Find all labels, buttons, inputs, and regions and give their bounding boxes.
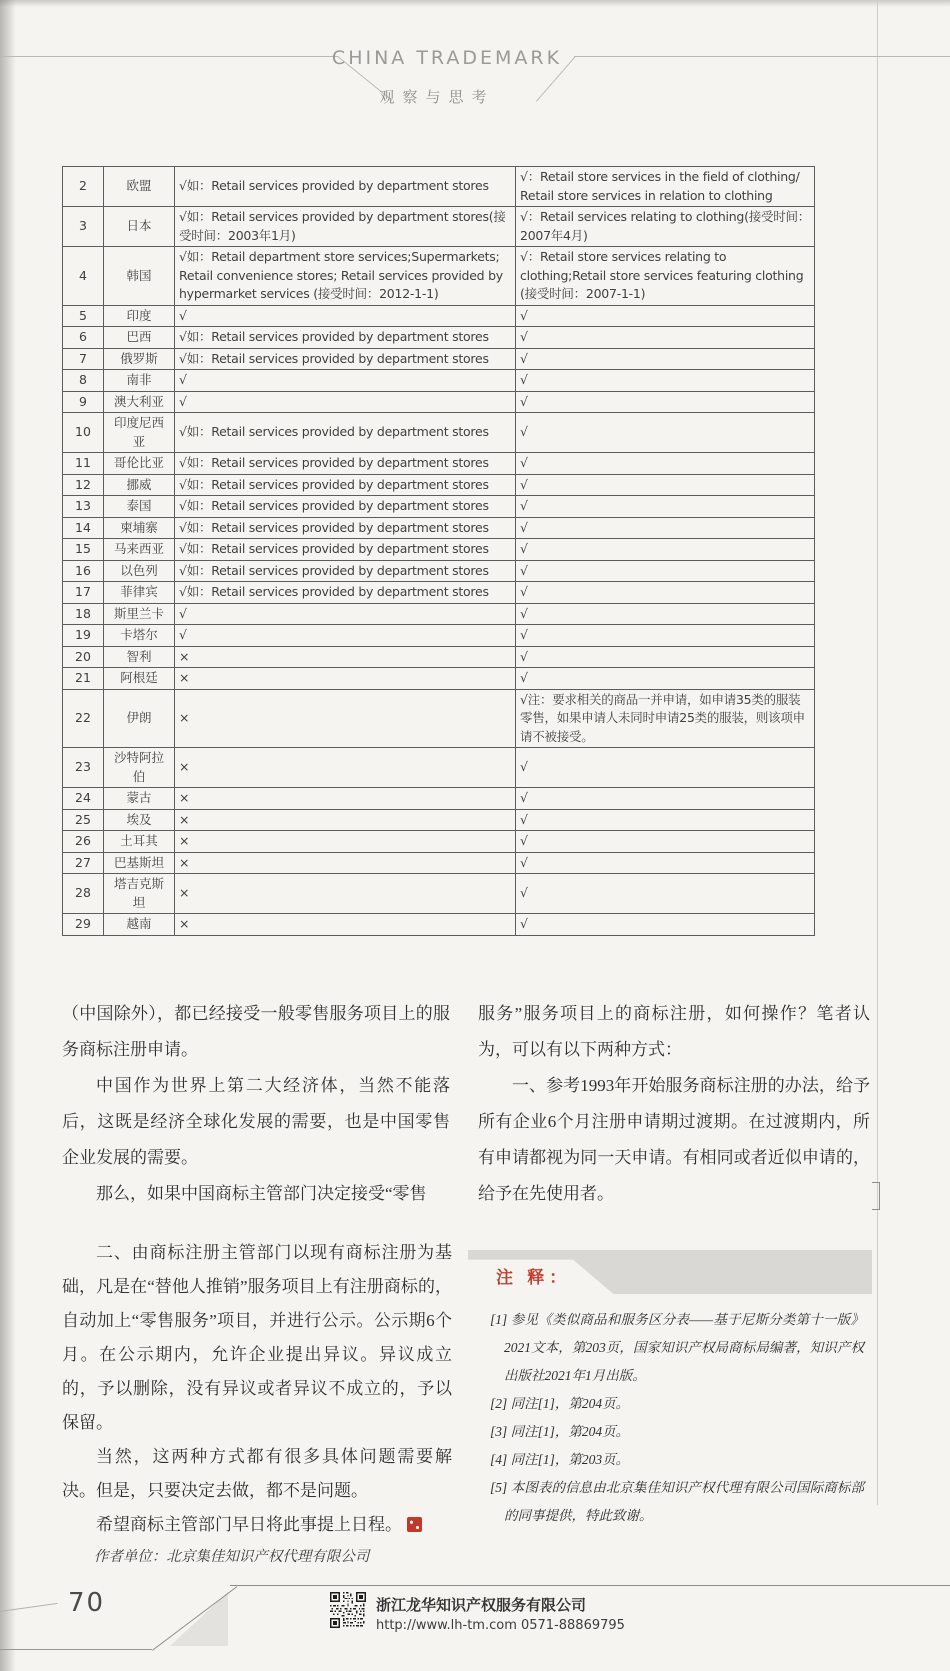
general-retail-policy: √如：Retail services provided by department stores — [175, 167, 516, 207]
article-column-right-top — [478, 996, 870, 1212]
country-name: 土耳其 — [104, 831, 175, 853]
clothing-retail-policy: √ — [516, 914, 815, 936]
country-name: 斯里兰卡 — [104, 603, 175, 625]
country-name: 伊朗 — [104, 689, 175, 748]
country-name: 韩国 — [104, 247, 175, 306]
article-column-left-bottom — [62, 1236, 452, 1572]
article-end-seal-icon — [407, 1517, 422, 1532]
clothing-retail-policy: √ — [516, 391, 815, 413]
row-number: 4 — [63, 247, 104, 306]
publisher-company: 浙江龙华知识产权服务有限公司 — [376, 1596, 587, 1614]
clothing-retail-policy: √ — [516, 646, 815, 668]
country-name: 挪威 — [104, 474, 175, 496]
clothing-retail-policy: √ — [516, 874, 815, 914]
country-name: 哥伦比亚 — [104, 453, 175, 475]
row-number: 12 — [63, 474, 104, 496]
clothing-retail-policy: √：Retail store services relating to clothing;Retail store services featuring clothing (接受时间：2007-1-1) — [516, 247, 815, 306]
general-retail-policy: × — [175, 809, 516, 831]
footnotes-list — [468, 1294, 872, 1530]
clothing-retail-policy: √ — [516, 668, 815, 690]
country-name: 以色列 — [104, 560, 175, 582]
table-row — [63, 582, 815, 604]
footnote: [2] 同注[1]，第204页。 — [490, 1396, 630, 1411]
row-number: 18 — [63, 603, 104, 625]
article-paragraph: 那么，如果中国商标主管部门决定接受“零售 — [96, 1184, 427, 1203]
article-paragraph: 服务”服务项目上的商标注册，如何操作？笔者认为，可以有以下两种方式： — [478, 1004, 870, 1059]
article-paragraph: （中国除外），都已经接受一般零售服务项目上的服务商标注册申请。 — [62, 1004, 450, 1059]
row-number: 29 — [63, 914, 104, 936]
footnotes-box — [468, 1250, 872, 1530]
table-row — [63, 167, 815, 207]
row-number: 26 — [63, 831, 104, 853]
general-retail-policy: × — [175, 852, 516, 874]
clothing-retail-policy: √ — [516, 539, 815, 561]
table-row — [63, 748, 815, 788]
clothing-retail-policy: √：Retail store services in the field of clothing/ Retail store services in relation to clothing — [516, 167, 815, 207]
clothing-retail-policy: √ — [516, 748, 815, 788]
row-number: 10 — [63, 413, 104, 453]
table-row — [63, 517, 815, 539]
row-number: 17 — [63, 582, 104, 604]
country-name: 巴西 — [104, 327, 175, 349]
publisher-contact: http://www.lh-tm.com 0571-88869795 — [376, 1618, 625, 1633]
table-row — [63, 496, 815, 518]
country-name: 蒙古 — [104, 788, 175, 810]
footnotes-title: 注 释： — [496, 1268, 572, 1287]
row-number: 8 — [63, 370, 104, 392]
table-row — [63, 560, 815, 582]
scan-artifact — [872, 1182, 880, 1210]
clothing-retail-policy: √ — [516, 474, 815, 496]
general-retail-policy: √如：Retail services provided by department stores — [175, 582, 516, 604]
clothing-retail-policy: √ — [516, 370, 815, 392]
general-retail-policy: × — [175, 831, 516, 853]
general-retail-policy: √如：Retail services provided by department stores — [175, 474, 516, 496]
country-name: 日本 — [104, 207, 175, 247]
country-name: 巴基斯坦 — [104, 852, 175, 874]
country-name: 南非 — [104, 370, 175, 392]
clothing-retail-policy: √ — [516, 809, 815, 831]
general-retail-policy: √如：Retail services provided by department stores — [175, 453, 516, 475]
country-name: 马来西亚 — [104, 539, 175, 561]
row-number: 20 — [63, 646, 104, 668]
article-paragraph: 中国作为世界上第二大经济体，当然不能落后，这既是经济全球化发展的需要，也是中国零售企业发展的需要。 — [62, 1076, 450, 1167]
general-retail-policy: × — [175, 914, 516, 936]
country-name: 智利 — [104, 646, 175, 668]
general-retail-policy: √如：Retail services provided by department stores — [175, 327, 516, 349]
author-affiliation: 作者单位：北京集佳知识产权代理有限公司 — [93, 1549, 370, 1565]
country-name: 塔吉克斯坦 — [104, 874, 175, 914]
table-row — [63, 668, 815, 690]
general-retail-policy: × — [175, 646, 516, 668]
clothing-retail-policy: √ — [516, 453, 815, 475]
clothing-retail-policy: √ — [516, 348, 815, 370]
footnotes-banner — [468, 1250, 872, 1294]
clothing-retail-policy: √ — [516, 852, 815, 874]
country-name: 越南 — [104, 914, 175, 936]
clothing-retail-policy: √注：要求相关的商品一并申请，如申请35类的服装零售，如果申请人未同时申请25类的服装，则该项申请不被接受。 — [516, 689, 815, 748]
general-retail-policy: √ — [175, 370, 516, 392]
clothing-retail-policy: √ — [516, 831, 815, 853]
table-row — [63, 474, 815, 496]
row-number: 25 — [63, 809, 104, 831]
row-number: 2 — [63, 167, 104, 207]
country-name: 卡塔尔 — [104, 625, 175, 647]
row-number: 5 — [63, 305, 104, 327]
footer-bottom-rule — [0, 1649, 152, 1650]
general-retail-policy: √如：Retail services provided by department stores — [175, 348, 516, 370]
clothing-retail-policy: √ — [516, 625, 815, 647]
table-row — [63, 831, 815, 853]
general-retail-policy: × — [175, 689, 516, 748]
country-name: 俄罗斯 — [104, 348, 175, 370]
footnote: [4] 同注[1]，第203页。 — [490, 1452, 630, 1467]
general-retail-policy: × — [175, 788, 516, 810]
closing-sentence: 希望商标主管部门早日将此事提上日程。 — [96, 1515, 402, 1534]
country-name: 印度 — [104, 305, 175, 327]
clothing-retail-policy: √ — [516, 788, 815, 810]
row-number: 13 — [63, 496, 104, 518]
article-paragraph — [62, 1508, 452, 1542]
table-row — [63, 852, 815, 874]
table-row — [63, 305, 815, 327]
table-row — [63, 453, 815, 475]
clothing-retail-policy: √ — [516, 603, 815, 625]
footer-rule — [230, 1585, 950, 1586]
country-name: 沙特阿拉伯 — [104, 748, 175, 788]
clothing-retail-policy: √：Retail services relating to clothing(接受时间：2007年4月) — [516, 207, 815, 247]
country-name: 菲律宾 — [104, 582, 175, 604]
general-retail-policy: × — [175, 874, 516, 914]
table-row — [63, 809, 815, 831]
table-row — [63, 914, 815, 936]
general-retail-policy: √如：Retail services provided by department stores — [175, 560, 516, 582]
table-row — [63, 646, 815, 668]
clothing-retail-policy: √ — [516, 496, 815, 518]
table-row — [63, 539, 815, 561]
country-name: 埃及 — [104, 809, 175, 831]
country-name: 欧盟 — [104, 167, 175, 207]
footnote: [1] 参见《类似商品和服务区分表——基于尼斯分类第十一版》2021文本，第203页，国家知识产权局商标局编著，知识产权出版社2021年1月出版。 — [490, 1312, 864, 1383]
table-row — [63, 207, 815, 247]
top-edge-shadow — [0, 0, 950, 7]
general-retail-policy: √如：Retail services provided by department stores — [175, 413, 516, 453]
clothing-retail-policy: √ — [516, 582, 815, 604]
section-title: 观察与思考 — [379, 88, 495, 106]
row-number: 14 — [63, 517, 104, 539]
spine-shadow — [0, 0, 16, 1671]
clothing-retail-policy: √ — [516, 305, 815, 327]
row-number: 6 — [63, 327, 104, 349]
row-number: 28 — [63, 874, 104, 914]
table-row — [63, 370, 815, 392]
qr-code-icon — [330, 1592, 366, 1632]
general-retail-policy: √ — [175, 603, 516, 625]
row-number: 21 — [63, 668, 104, 690]
country-name: 阿根廷 — [104, 668, 175, 690]
table-row — [63, 689, 815, 748]
table-body — [63, 167, 815, 936]
country-name: 泰国 — [104, 496, 175, 518]
table-row — [63, 788, 815, 810]
page-number: 70 — [68, 1588, 106, 1618]
table-row — [63, 391, 815, 413]
clothing-retail-policy: √ — [516, 560, 815, 582]
general-retail-policy: √ — [175, 625, 516, 647]
row-number: 3 — [63, 207, 104, 247]
article-paragraph: 当然，这两种方式都有很多具体问题需要解决。但是，只要决定去做，都不是问题。 — [62, 1447, 452, 1500]
general-retail-policy: × — [175, 748, 516, 788]
article-column-left-top — [62, 996, 450, 1212]
table-row — [63, 874, 815, 914]
scan-fold-line — [877, 0, 878, 1505]
table-row — [63, 413, 815, 453]
row-number: 9 — [63, 391, 104, 413]
general-retail-policy: √ — [175, 391, 516, 413]
clothing-retail-policy: √ — [516, 327, 815, 349]
row-number: 19 — [63, 625, 104, 647]
country-name: 柬埔寨 — [104, 517, 175, 539]
row-number: 24 — [63, 788, 104, 810]
general-retail-policy: √如：Retail services provided by department stores — [175, 517, 516, 539]
row-number: 27 — [63, 852, 104, 874]
row-number: 22 — [63, 689, 104, 748]
general-retail-policy: × — [175, 668, 516, 690]
general-retail-policy: √如：Retail services provided by department stores — [175, 496, 516, 518]
clothing-retail-policy: √ — [516, 517, 815, 539]
general-retail-policy: √如：Retail services provided by department stores(接受时间：2003年1月) — [175, 207, 516, 247]
country-name: 澳大利亚 — [104, 391, 175, 413]
row-number: 11 — [63, 453, 104, 475]
table-row — [63, 625, 815, 647]
table-row — [63, 603, 815, 625]
row-number: 23 — [63, 748, 104, 788]
table-row — [63, 348, 815, 370]
clothing-retail-policy: √ — [516, 413, 815, 453]
row-number: 15 — [63, 539, 104, 561]
footnote: [5] 本图表的信息由北京集佳知识产权代理有限公司国际商标部的同事提供，特此致谢。 — [490, 1480, 864, 1523]
general-retail-policy: √如：Retail department store services;Supermarkets; Retail convenience stores; Retail services provided by hypermarket services (接受时间：2012-1-1) — [175, 247, 516, 306]
article-paragraph: 一、参考1993年开始服务商标注册的办法，给予所有企业6个月注册申请期过渡期。在过渡期内，所有申请都视为同一天申请。有相同或者近似申请的，给予在先使用者。 — [478, 1076, 870, 1203]
country-name: 印度尼西亚 — [104, 413, 175, 453]
table-row — [63, 247, 815, 306]
country-retail-table — [62, 166, 815, 936]
row-number: 7 — [63, 348, 104, 370]
general-retail-policy: √ — [175, 305, 516, 327]
footnote: [3] 同注[1]，第204页。 — [490, 1424, 630, 1439]
general-retail-policy: √如：Retail services provided by department stores — [175, 539, 516, 561]
table-row — [63, 327, 815, 349]
magazine-title: CHINA TRADEMARK — [331, 47, 563, 69]
row-number: 16 — [63, 560, 104, 582]
article-paragraph: 二、由商标注册主管部门以现有商标注册为基础，凡是在“替他人推销”服务项目上有注册商标的，自动加上“零售服务”项目，并进行公示。公示期6个月。在公示期内，允许企业提出异议。异议成立的，予以删除，没有异议或者异议不成立的，予以保留。 — [62, 1243, 452, 1432]
